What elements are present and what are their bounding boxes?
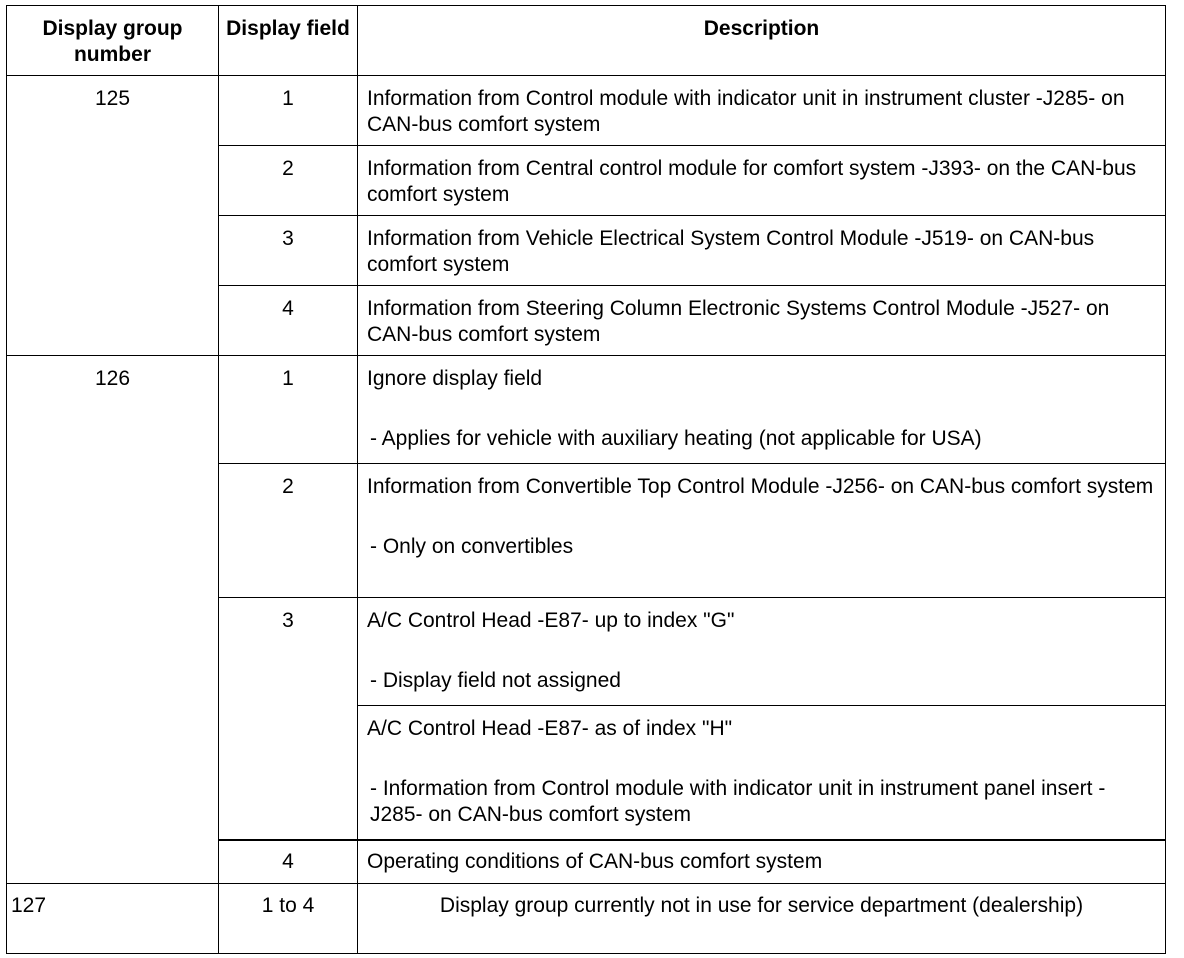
header-row <box>7 6 1166 76</box>
field-number: 4 <box>219 840 358 884</box>
description-text: A/C Control Head -E87- up to index "G" <box>367 609 735 632</box>
table-row <box>7 76 1166 146</box>
description-note: - Applies for vehicle with auxiliary heating (not applicable for USA) <box>370 427 982 450</box>
field-number: 1 <box>219 76 358 146</box>
description-text: Ignore display field <box>367 367 543 390</box>
group-number-125: 125 <box>7 76 219 356</box>
field-description <box>358 356 1166 464</box>
group-number-127: 127 <box>7 884 219 954</box>
field-number: 4 <box>219 286 358 356</box>
field-description <box>358 598 1166 706</box>
header-description: Description <box>358 6 1166 76</box>
field-number: 3 <box>219 598 358 840</box>
description-text: A/C Control Head -E87- as of index "H" <box>367 717 733 740</box>
field-description: Information from Steering Column Electronic Systems Control Module -J527- on CAN-bus comfort system <box>358 286 1166 356</box>
field-description: Information from Central control module for comfort system -J393- on the CAN-bus comfort system <box>358 146 1166 216</box>
field-number: 3 <box>219 216 358 286</box>
description-text: Information from Convertible Top Control Module -J256- on CAN-bus comfort system <box>367 475 1154 498</box>
field-number: 2 <box>219 464 358 598</box>
field-description <box>358 464 1166 598</box>
header-display-group-number: Display group number <box>7 6 219 76</box>
field-description: Operating conditions of CAN-bus comfort system <box>358 840 1166 884</box>
table-row <box>7 884 1166 954</box>
table-row <box>7 356 1166 464</box>
field-number: 2 <box>219 146 358 216</box>
description-note: - Only on convertibles <box>370 535 574 558</box>
description-note: - Information from Control module with indicator unit in instrument panel insert -J285- on CAN-bus comfort system <box>370 777 1106 826</box>
header-display-field: Display field <box>219 6 358 76</box>
field-description: Information from Vehicle Electrical System Control Module -J519- on CAN-bus comfort system <box>358 216 1166 286</box>
display-group-table <box>6 5 1166 954</box>
field-description: Information from Control module with indicator unit in instrument cluster -J285- on CAN-bus comfort system <box>358 76 1166 146</box>
field-description: Display group currently not in use for service department (dealership) <box>358 884 1166 954</box>
field-number: 1 to 4 <box>219 884 358 954</box>
description-note: - Display field not assigned <box>370 669 621 692</box>
group-number-126: 126 <box>7 356 219 884</box>
field-number: 1 <box>219 356 358 464</box>
field-description <box>358 706 1166 840</box>
